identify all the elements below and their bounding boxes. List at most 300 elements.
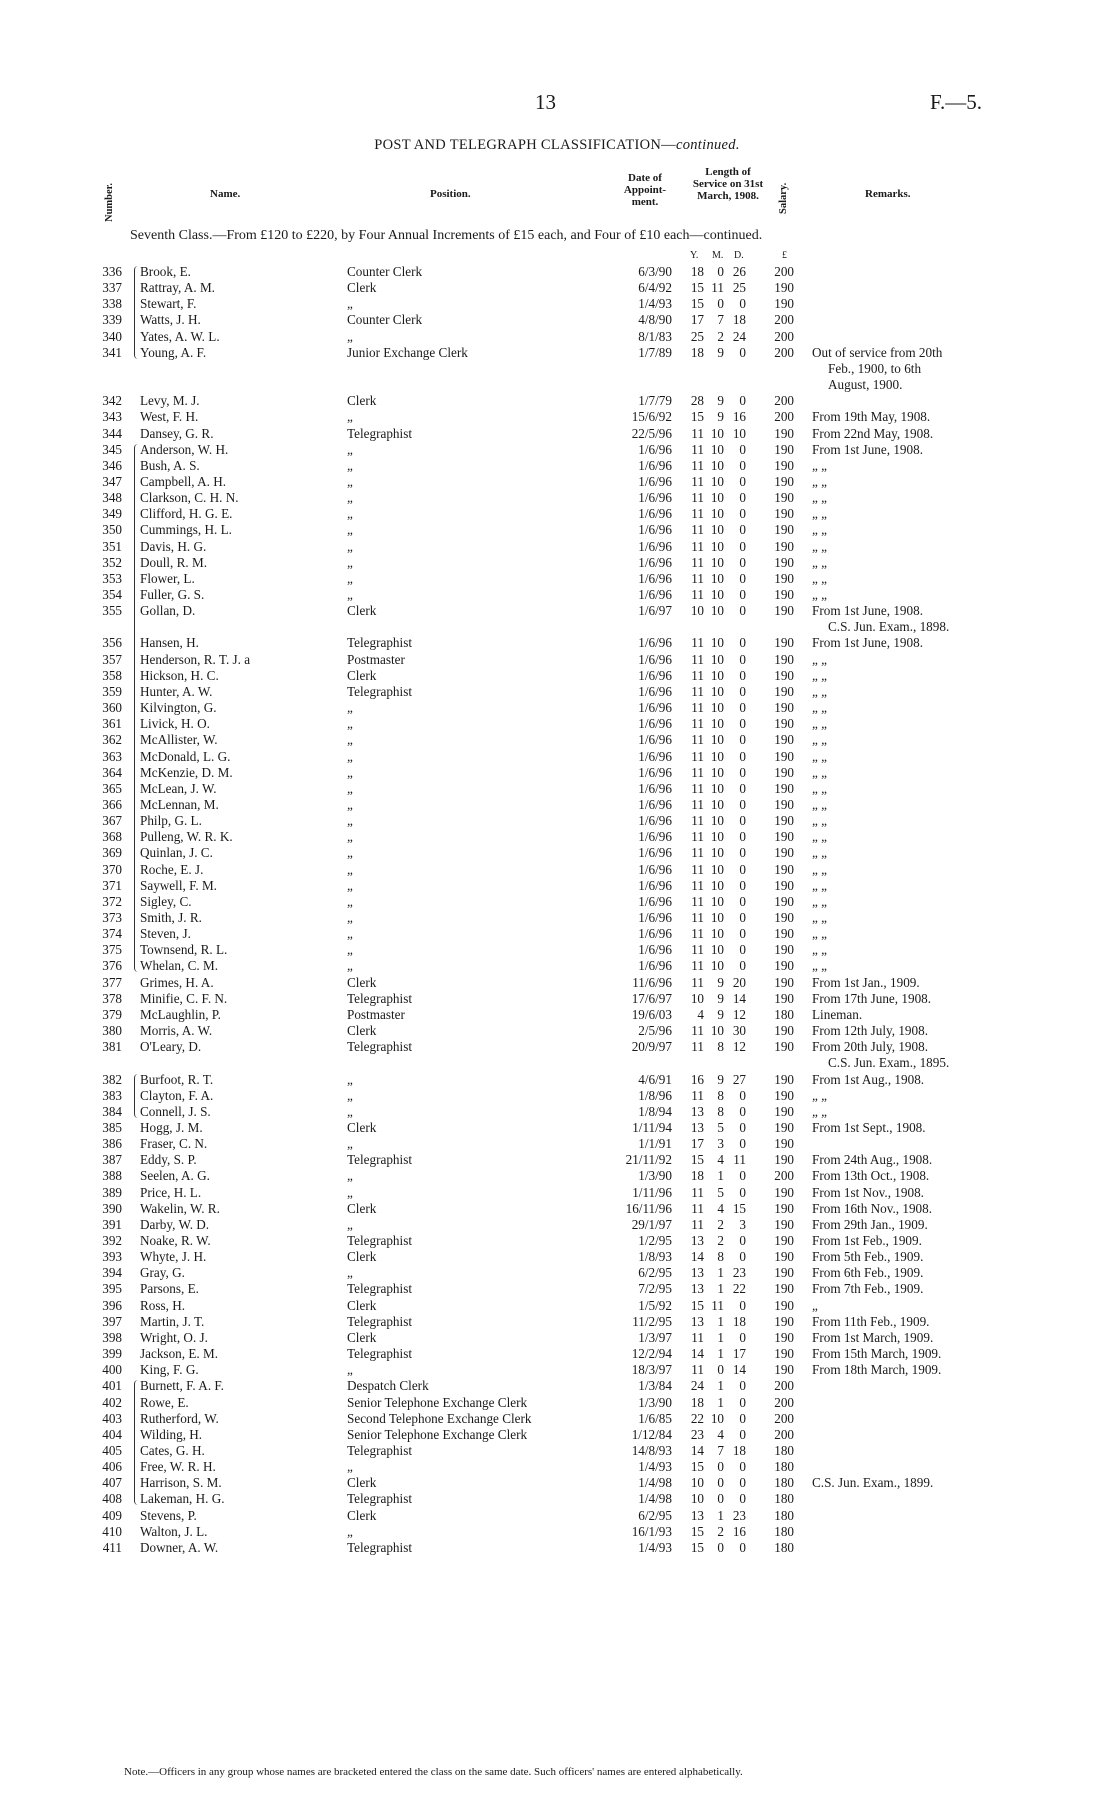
row-remarks: Out of service from 20th: [812, 345, 943, 360]
row-salary: 200: [774, 1427, 794, 1442]
row-name: Smith, J. R.: [140, 910, 202, 925]
row-months: 1: [717, 1330, 724, 1345]
row-name: Stevens, P.: [140, 1508, 197, 1523]
row-number: 383: [102, 1088, 122, 1103]
row-date: 1/6/96: [638, 668, 672, 683]
row-remarks: „ „: [812, 555, 828, 570]
row-name: Cummings, H. L.: [140, 522, 232, 537]
table-row: [0, 910, 1114, 926]
row-years: 11: [691, 442, 704, 457]
table-row: [0, 813, 1114, 829]
table-row: [0, 539, 1114, 555]
row-remarks: „ „: [812, 829, 828, 844]
row-position: „: [347, 458, 353, 473]
row-position: „: [347, 474, 353, 489]
row-salary: 190: [774, 894, 794, 909]
row-position: Clerk: [347, 1120, 377, 1135]
table-row: [0, 1540, 1114, 1556]
row-position: Senior Telephone Exchange Clerk: [347, 1427, 528, 1442]
row-months: 1: [717, 1281, 724, 1296]
row-days: 0: [739, 1120, 746, 1135]
row-number: 342: [102, 393, 122, 408]
row-salary: 190: [774, 1217, 794, 1232]
row-years: 11: [691, 1023, 704, 1038]
row-remarks: „ „: [812, 1088, 828, 1103]
row-number: 399: [102, 1346, 122, 1361]
row-days: 0: [739, 1233, 746, 1248]
row-position: Telegraphist: [347, 1152, 412, 1167]
row-position: Clerk: [347, 1249, 377, 1264]
row-date: 1/6/96: [638, 506, 672, 521]
row-position: „: [347, 732, 353, 747]
row-date: 1/6/96: [638, 442, 672, 457]
table-row: [0, 1201, 1114, 1217]
row-name: Downer, A. W.: [140, 1540, 219, 1555]
row-months: 10: [710, 684, 724, 699]
row-months: 0: [717, 1491, 724, 1506]
row-position: „: [347, 829, 353, 844]
row-remarks: „ „: [812, 894, 828, 909]
row-name: Burnett, F. A. F.: [140, 1378, 224, 1393]
row-remarks: „ „: [812, 571, 828, 586]
row-position: „: [347, 813, 353, 828]
row-date: 1/3/90: [638, 1168, 672, 1183]
row-months: 4: [717, 1427, 724, 1442]
row-number: 386: [102, 1136, 122, 1151]
row-date: 1/6/96: [638, 716, 672, 731]
row-number: 376: [102, 958, 122, 973]
table-row: [0, 1395, 1114, 1411]
row-name: Fraser, C. N.: [140, 1136, 208, 1151]
row-remarks: C.S. Jun. Exam., 1899.: [812, 1475, 934, 1490]
row-months: 10: [710, 635, 724, 650]
row-days: 11: [733, 1152, 746, 1167]
row-days: 0: [739, 1395, 746, 1410]
row-number: 349: [102, 506, 122, 521]
row-months: 1: [717, 1395, 724, 1410]
row-months: 9: [717, 991, 724, 1006]
row-date: 20/9/97: [631, 1039, 672, 1054]
row-days: 0: [739, 474, 746, 489]
row-name: Eddy, S. P.: [140, 1152, 197, 1167]
table-row: [0, 700, 1114, 716]
page-title: [0, 137, 1114, 154]
row-days: 0: [739, 1168, 746, 1183]
row-years: 11: [691, 474, 704, 489]
row-years: 17: [690, 1136, 704, 1151]
row-number: 405: [102, 1443, 122, 1458]
row-days: 0: [739, 749, 746, 764]
row-name: Doull, R. M.: [140, 555, 208, 570]
row-remarks: „ „: [812, 781, 828, 796]
row-number: 363: [102, 749, 122, 764]
row-years: 11: [691, 1217, 704, 1232]
row-name: Martin, J. T.: [140, 1314, 205, 1329]
row-months: 10: [710, 458, 724, 473]
row-months: 7: [717, 1443, 724, 1458]
row-days: 0: [739, 700, 746, 715]
row-salary: 190: [774, 603, 794, 618]
row-salary: 190: [774, 749, 794, 764]
group-bracket: [134, 266, 140, 359]
group-bracket: [134, 1074, 140, 1118]
row-remarks: From 13th Oct., 1908.: [812, 1168, 930, 1183]
row-position: „: [347, 958, 353, 973]
row-salary: 190: [774, 458, 794, 473]
table-row: [0, 668, 1114, 684]
row-number: 398: [102, 1330, 122, 1345]
table-row: [0, 458, 1114, 474]
row-years: 11: [691, 652, 704, 667]
row-name: Fuller, G. S.: [140, 587, 205, 602]
row-date: 16/11/96: [625, 1201, 672, 1216]
row-salary: 190: [774, 813, 794, 828]
row-position: „: [347, 1459, 353, 1474]
row-months: 10: [710, 668, 724, 683]
row-name: Clarkson, C. H. N.: [140, 490, 239, 505]
document-reference: F.—5.: [930, 90, 982, 114]
row-position: „: [347, 1104, 353, 1119]
row-name: Kilvington, G.: [140, 700, 217, 715]
row-date: 1/6/96: [638, 700, 672, 715]
row-years: 11: [691, 813, 704, 828]
row-name: Walton, J. L.: [140, 1524, 208, 1539]
row-name: Clifford, H. G. E.: [140, 506, 233, 521]
row-salary: 190: [774, 555, 794, 570]
table-row: [0, 1298, 1114, 1314]
row-years: 11: [691, 716, 704, 731]
row-years: 14: [690, 1346, 704, 1361]
row-name: Livick, H. O.: [140, 716, 210, 731]
table-row: [0, 1362, 1114, 1378]
row-years: 11: [691, 1088, 704, 1103]
row-salary: 190: [774, 878, 794, 893]
row-days: 26: [732, 264, 746, 279]
table-row: [0, 312, 1114, 328]
unit-days: D.: [734, 250, 744, 261]
row-number: 397: [102, 1314, 122, 1329]
row-date: 1/3/84: [638, 1378, 672, 1393]
row-years: 11: [691, 732, 704, 747]
row-remarks: From 1st June, 1908.: [812, 442, 923, 457]
row-years: 11: [691, 1330, 704, 1345]
row-days: 0: [739, 1540, 746, 1555]
row-position: „: [347, 571, 353, 586]
row-number: 392: [102, 1233, 122, 1248]
table-row: [0, 1007, 1114, 1023]
row-years: 15: [690, 280, 704, 295]
row-salary: 190: [774, 522, 794, 537]
row-days: 0: [739, 1088, 746, 1103]
row-date: 1/4/98: [638, 1491, 672, 1506]
row-position: Clerk: [347, 1508, 377, 1523]
row-name: Grimes, H. A.: [140, 975, 214, 990]
row-date: 17/6/97: [631, 991, 672, 1006]
row-name: Price, H. L.: [140, 1185, 202, 1200]
row-months: 1: [717, 1168, 724, 1183]
table-row: [0, 652, 1114, 668]
row-date: 1/6/96: [638, 652, 672, 667]
row-date: 1/6/96: [638, 539, 672, 554]
row-remarks: „ „: [812, 942, 828, 957]
row-remarks: From 1st Feb., 1909.: [812, 1233, 922, 1248]
row-position: Junior Exchange Clerk: [347, 345, 468, 360]
row-name: Quinlan, J. C.: [140, 845, 213, 860]
row-position: Telegraphist: [347, 635, 412, 650]
table-row: [0, 1249, 1114, 1265]
row-date: 1/6/96: [638, 926, 672, 941]
row-number: 381: [102, 1039, 122, 1054]
row-days: 0: [739, 910, 746, 925]
row-months: 10: [710, 862, 724, 877]
row-remarks: From 18th March, 1909.: [812, 1362, 942, 1377]
row-days: 0: [739, 506, 746, 521]
row-months: 10: [710, 700, 724, 715]
row-date: 12/2/94: [631, 1346, 672, 1361]
row-date: 1/3/90: [638, 1395, 672, 1410]
row-salary: 190: [774, 490, 794, 505]
row-years: 10: [690, 603, 704, 618]
row-name: Flower, L.: [140, 571, 195, 586]
row-remarks: From 1st June, 1908.: [812, 603, 923, 618]
row-remarks: „ „: [812, 700, 828, 715]
row-position: „: [347, 522, 353, 537]
row-date: 1/8/93: [638, 1249, 672, 1264]
row-years: 15: [690, 409, 704, 424]
row-name: McLennan, M.: [140, 797, 219, 812]
row-name: Philp, G. L.: [140, 813, 202, 828]
row-name: Hansen, H.: [140, 635, 199, 650]
row-days: 0: [739, 587, 746, 602]
row-days: 0: [739, 668, 746, 683]
table-row: [0, 926, 1114, 942]
row-name: McKenzie, D. M.: [140, 765, 233, 780]
row-months: 9: [717, 393, 724, 408]
row-days: 0: [739, 296, 746, 311]
table-row: [0, 635, 1114, 651]
row-name: Seelen, A. G.: [140, 1168, 210, 1183]
row-name: Whelan, C. M.: [140, 958, 219, 973]
row-remarks-continued: August, 1900.: [828, 377, 903, 392]
class-heading: Seventh Class.—From £120 to £220, by Four Annual Increments of £15 each, and Four of £10 each—continued.: [130, 228, 763, 243]
row-name: Darby, W. D.: [140, 1217, 210, 1232]
row-days: 0: [739, 635, 746, 650]
row-date: 1/6/96: [638, 490, 672, 505]
row-years: 11: [691, 506, 704, 521]
row-number: 361: [102, 716, 122, 731]
row-number: 408: [102, 1491, 122, 1506]
row-position: Clerk: [347, 975, 377, 990]
row-name: Rattray, A. M.: [140, 280, 215, 295]
row-salary: 190: [774, 1330, 794, 1345]
header-date: Date of Appoint-ment.: [623, 172, 667, 208]
row-salary: 190: [774, 668, 794, 683]
table-row: [0, 264, 1114, 280]
row-remarks: From 11th Feb., 1909.: [812, 1314, 930, 1329]
row-years: 18: [690, 345, 704, 360]
row-number: 347: [102, 474, 122, 489]
row-months: 9: [717, 409, 724, 424]
row-name: Ross, H.: [140, 1298, 186, 1313]
row-number: 370: [102, 862, 122, 877]
table-row: [0, 1491, 1114, 1507]
row-remarks: „ „: [812, 862, 828, 877]
row-years: 11: [691, 829, 704, 844]
row-number: 351: [102, 539, 122, 554]
row-months: 10: [710, 587, 724, 602]
row-days: 0: [739, 1136, 746, 1151]
row-number: 338: [102, 296, 122, 311]
row-position: „: [347, 878, 353, 893]
row-number: 387: [102, 1152, 122, 1167]
row-number: 350: [102, 522, 122, 537]
row-days: 0: [739, 603, 746, 618]
table-row: [0, 732, 1114, 748]
row-salary: 190: [774, 474, 794, 489]
row-salary: 190: [774, 910, 794, 925]
row-months: 10: [710, 539, 724, 554]
table-row: [0, 329, 1114, 345]
row-salary: 190: [774, 587, 794, 602]
row-days: 10: [732, 426, 746, 441]
row-years: 11: [691, 894, 704, 909]
header-number: Number.: [104, 183, 115, 222]
row-days: 0: [739, 490, 746, 505]
row-remarks: From 1st Nov., 1908.: [812, 1185, 924, 1200]
table-row: [0, 765, 1114, 781]
row-salary: 190: [774, 442, 794, 457]
table-row: [0, 506, 1114, 522]
row-months: 10: [710, 765, 724, 780]
group-bracket: [134, 444, 140, 972]
row-position: „: [347, 926, 353, 941]
row-name: Pulleng, W. R. K.: [140, 829, 233, 844]
header-remarks: Remarks.: [865, 188, 911, 200]
row-date: 1/6/96: [638, 684, 672, 699]
row-date: 1/6/96: [638, 958, 672, 973]
row-name: McLaughlin, P.: [140, 1007, 221, 1022]
row-number: 396: [102, 1298, 122, 1313]
row-months: 0: [717, 296, 724, 311]
row-years: 11: [691, 458, 704, 473]
row-position: „: [347, 910, 353, 925]
row-position: „: [347, 539, 353, 554]
row-salary: 190: [774, 1201, 794, 1216]
row-date: 1/6/96: [638, 749, 672, 764]
row-salary: 190: [774, 1298, 794, 1313]
row-remarks: „ „: [812, 749, 828, 764]
row-number: 401: [102, 1378, 122, 1393]
unit-pound: £: [782, 250, 787, 261]
row-date: 1/6/96: [638, 522, 672, 537]
row-number: 359: [102, 684, 122, 699]
row-years: 22: [690, 1411, 704, 1426]
row-years: 11: [691, 635, 704, 650]
row-months: 9: [717, 1072, 724, 1087]
row-name: Wright, O. J.: [140, 1330, 208, 1345]
row-date: 1/6/96: [638, 878, 672, 893]
row-name: McAllister, W.: [140, 732, 218, 747]
row-date: 1/8/94: [638, 1104, 672, 1119]
row-number: 374: [102, 926, 122, 941]
row-days: 12: [732, 1039, 746, 1054]
row-days: 0: [739, 1475, 746, 1490]
row-months: 3: [717, 1136, 724, 1151]
row-salary: 190: [774, 862, 794, 877]
row-position: Clerk: [347, 1330, 377, 1345]
row-name: Wilding, H.: [140, 1427, 203, 1442]
row-date: 22/5/96: [631, 426, 672, 441]
row-years: 13: [690, 1233, 704, 1248]
row-months: 10: [710, 571, 724, 586]
row-years: 11: [691, 862, 704, 877]
row-years: 13: [690, 1508, 704, 1523]
row-remarks: From 29th Jan., 1909.: [812, 1217, 928, 1232]
row-date: 8/1/83: [638, 329, 672, 344]
row-months: 10: [710, 781, 724, 796]
row-months: 10: [710, 474, 724, 489]
row-years: 18: [690, 1168, 704, 1183]
row-name: Yates, A. W. L.: [140, 329, 220, 344]
table-row: [0, 1330, 1114, 1346]
row-date: 1/12/84: [631, 1427, 672, 1442]
row-number: 337: [102, 280, 122, 295]
header-salary: Salary.: [778, 182, 789, 214]
row-date: 1/6/96: [638, 458, 672, 473]
row-months: 10: [710, 926, 724, 941]
row-position: „: [347, 700, 353, 715]
row-years: 11: [691, 942, 704, 957]
row-number: 380: [102, 1023, 122, 1038]
row-number: 390: [102, 1201, 122, 1216]
row-date: 7/2/95: [638, 1281, 672, 1296]
row-months: 10: [710, 1411, 724, 1426]
row-years: 11: [691, 975, 704, 990]
row-name: Whyte, J. H.: [140, 1249, 207, 1264]
row-days: 0: [739, 1104, 746, 1119]
row-date: 1/6/96: [638, 845, 672, 860]
row-position: Clerk: [347, 393, 377, 408]
row-remarks: From 6th Feb., 1909.: [812, 1265, 924, 1280]
row-date: 1/6/85: [638, 1411, 672, 1426]
row-years: 18: [690, 264, 704, 279]
row-date: 1/6/96: [638, 732, 672, 747]
table-row: [0, 555, 1114, 571]
row-name: Davis, H. G.: [140, 539, 207, 554]
row-number: 358: [102, 668, 122, 683]
row-years: 11: [691, 426, 704, 441]
table-row: [0, 862, 1114, 878]
row-date: 29/1/97: [631, 1217, 672, 1232]
row-date: 1/6/96: [638, 894, 672, 909]
row-days: 30: [732, 1023, 746, 1038]
row-months: 10: [710, 652, 724, 667]
row-number: 406: [102, 1459, 122, 1474]
row-remarks: From 1st Jan., 1909.: [812, 975, 920, 990]
row-remarks: „ „: [812, 490, 828, 505]
row-name: Wakelin, W. R.: [140, 1201, 220, 1216]
row-months: 5: [717, 1185, 724, 1200]
row-name: Morris, A. W.: [140, 1023, 213, 1038]
row-remarks: „ „: [812, 522, 828, 537]
row-years: 15: [690, 1152, 704, 1167]
row-salary: 190: [774, 1233, 794, 1248]
row-salary: 190: [774, 765, 794, 780]
table-row: [0, 1233, 1114, 1249]
row-number: 344: [102, 426, 122, 441]
table-row: [0, 1039, 1114, 1055]
row-years: 11: [691, 958, 704, 973]
